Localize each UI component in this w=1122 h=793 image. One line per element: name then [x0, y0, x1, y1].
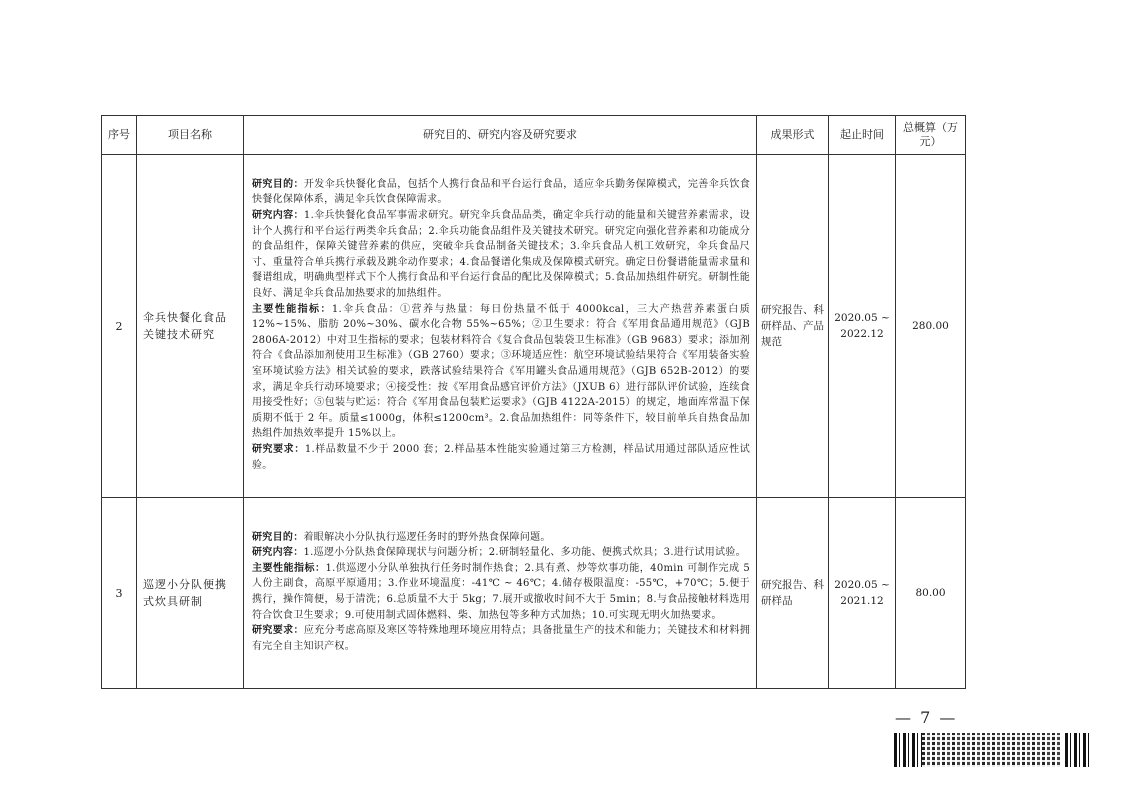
table-row: [102, 155, 966, 498]
requirements-label: 研究要求：: [252, 443, 305, 455]
table-header-row: [102, 116, 966, 155]
content-text: 1.巡逻小分队热食保障现状与问题分析；2.研制轻量化、多功能、便携式炊具；3.进行试用试验。: [303, 547, 746, 559]
performance-text: 1.供巡逻小分队单独执行任务时制作热食；2.具有煮、炒等炊事功能，40min 可制作完成 5 人份主副食，高原平原通用；3.作业环境温度：-41℃ ~ 46℃；4.储存极限温度：-55℃，+70℃；5.便于携行，操作简便，易于清洗；6.总质量不大于 5kg；7.展开或撤收时间不大于 5min；8.与食品接触材料选用符合饮食卫生要求；9.可使用制式固体燃料、柴、加热包等多种方式加热；10.可实现无明火加热要求。: [252, 562, 750, 621]
performance-paragraph: [252, 302, 750, 442]
qr-code-image: [922, 733, 1062, 767]
page-number: — 7 —: [895, 708, 958, 727]
row-no: 3: [102, 498, 137, 689]
barcode-image: [894, 733, 1090, 767]
requirements-paragraph: [252, 623, 750, 654]
header-date: 起止时间: [829, 116, 896, 155]
performance-text: 1.伞兵食品：①营养与热量：每日份热量不低于 4000kcal，三大产热营养素蛋白质 12%~15%、脂肪 20%~30%、碳水化合物 55%~65%；②卫生要求：符合《军用食品通用规范》（GJB 2806A-2012）中对卫生指标的要求；包装材料符合《复合食品包装袋卫生标准》（GB 9683）要求；添加剂符合《食品添加剂使用卫生标准》（GB 2760）要求；③环境适应性：航空环境试验结果符合《军用装备实验室环境试验方法》相关试验的要求，跌落试验结果符合《军用罐头食品通用规范》（GJB 652B-2012）的要求，满足伞兵行动环境要求；④接受性：按《军用食品感官评价方法》（JXUB 6）进行部队评价试验，连续食用接受性好；⑤包装与贮运：符合《军用食品包装贮运要求》（GJB 4122A-2015）的规定，地面库常温下保质期不低于 2 年。质量≤1000g，体积≤1200cm³。2.食品加热组件：同等条件下，较目前单兵自热食品加热组件加热效率提升 15%以上。: [252, 303, 750, 440]
period-start: 2020.05 ~: [834, 312, 890, 324]
table-row: [102, 498, 966, 689]
content-text: 1.伞兵快餐化食品军事需求研究。研究伞兵食品品类，确定伞兵行动的能量和关键营养素需求，设计个人携行和平台运行两类伞兵食品；2.伞兵功能食品组件及关键技术研究。研究定向强化营养素和功能成分的食品组件，保障关键营养素的供应，突破伞兵食品制备关键技术；3.伞兵食品人机工效研究，伞兵食品尺寸、重量符合单兵携行承载及跳伞动作要求；4.食品餐谱化集成及保障模式研究。确定日份餐谱能量需求量和餐谱组成，明确典型样式下个人携行食品和平台运行食品的配比及保障模式；5.食品加热组件研究。研制性能良好、满足伞兵食品加热要求的加热组件。: [252, 210, 750, 300]
performance-paragraph: [252, 561, 750, 623]
row-project-name: 巡逻小分队便携式炊具研制: [137, 498, 244, 689]
header-content: 研究目的、研究内容及研究要求: [244, 116, 757, 155]
period-end: 2022.12: [840, 328, 884, 340]
row-content: [244, 155, 757, 498]
purpose-paragraph: [252, 177, 750, 208]
purpose-label: 研究目的：: [252, 178, 304, 190]
period-start: 2020.05 ~: [834, 579, 890, 591]
row-budget: 80.00: [896, 498, 966, 689]
header-budget: 总概算（万元）: [896, 116, 966, 155]
performance-label: 主要性能指标：: [252, 303, 332, 315]
header-name: 项目名称: [137, 116, 244, 155]
header-no: 序号: [102, 116, 137, 155]
purpose-label: 研究目的：: [252, 531, 304, 543]
header-form: 成果形式: [757, 116, 829, 155]
requirements-text: 1.样品数量不少于 2000 套；2.样品基本性能实验通过第三方检测，样品试用通过部队适应性试验。: [252, 443, 750, 471]
content-paragraph: [252, 208, 750, 302]
requirements-label: 研究要求：: [252, 625, 304, 637]
requirements-paragraph: [252, 442, 750, 473]
performance-label: 主要性能指标：: [252, 562, 326, 574]
row-budget: 280.00: [896, 155, 966, 498]
period-end: 2021.12: [840, 595, 884, 607]
purpose-paragraph: [252, 530, 750, 546]
purpose-text: 开发伞兵快餐化食品，包括个人携行食品和平台运行食品，适应伞兵勤务保障模式，完善伞兵饮食快餐化保障体系，满足伞兵饮食保障需求。: [252, 178, 751, 206]
requirements-text: 应充分考虑高原及寒区等特殊地理环境应用特点；具备批量生产的技术和能力；关键技术和材料拥有完全自主知识产权。: [252, 625, 751, 652]
content-label: 研究内容：: [252, 547, 304, 559]
row-output-form: 研究报告、科研样品: [757, 498, 829, 689]
row-period: [829, 155, 896, 498]
content-paragraph: [252, 545, 750, 561]
row-period: [829, 498, 896, 689]
row-no: 2: [102, 155, 137, 498]
purpose-text: 着眼解决小分队执行巡逻任务时的野外热食保障问题。: [303, 531, 551, 543]
content-label: 研究内容：: [252, 210, 304, 222]
row-content: [244, 498, 757, 689]
row-output-form: 研究报告、科研样品、产品规范: [757, 155, 829, 498]
row-project-name: 伞兵快餐化食品关键技术研究: [137, 155, 244, 498]
project-table: [101, 115, 966, 689]
